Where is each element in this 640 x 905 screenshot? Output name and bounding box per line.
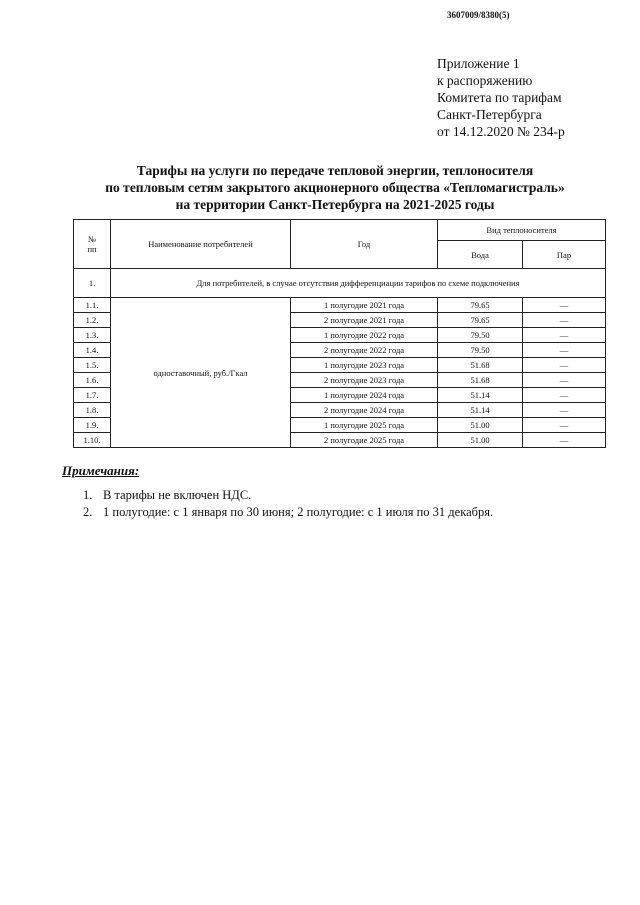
notes-list [83,487,493,521]
group-number: 1. [74,269,111,298]
tariff-table [73,219,606,448]
title-line: на территории Санкт-Петербурга на 2021-2025 годы [175,197,495,212]
row-water-value: 79.65 [438,298,523,313]
row-steam-value: — [523,373,606,388]
document-code: 3607009/8380(5) [447,10,510,20]
row-number: 1.10. [74,433,111,448]
row-water-value: 79.50 [438,328,523,343]
row-number: 1.6. [74,373,111,388]
document-title [90,162,580,213]
header-number-abbr: пп [87,244,97,254]
row-period: 2 полугодие 2023 года [291,373,438,388]
row-steam-value: — [523,418,606,433]
appendix-line: Комитета по тарифам [437,90,562,105]
note-number: 1. [83,488,93,502]
appendix-line: от 14.12.2020 № 234-р [437,124,565,139]
row-number: 1.4. [74,343,111,358]
row-number: 1.2. [74,313,111,328]
header-number [74,220,111,269]
row-number: 1.5. [74,358,111,373]
row-water-value: 79.65 [438,313,523,328]
row-number: 1.3. [74,328,111,343]
row-period: 2 полугодие 2024 года [291,403,438,418]
note-text: 1 полугодие: с 1 января по 30 июня; 2 полугодие: с 1 июля по 31 декабря. [103,505,494,519]
row-steam-value: — [523,403,606,418]
row-water-value: 51.00 [438,418,523,433]
row-number: 1.9. [74,418,111,433]
row-number: 1.8. [74,403,111,418]
row-water-value: 51.00 [438,433,523,448]
table-row [74,298,606,313]
row-period: 2 полугодие 2025 года [291,433,438,448]
header-water: Вода [438,241,523,269]
row-period: 1 полугодие 2024 года [291,388,438,403]
row-steam-value: — [523,313,606,328]
row-steam-value: — [523,388,606,403]
header-carrier-type: Вид теплоносителя [438,220,606,241]
row-water-value: 51.14 [438,388,523,403]
row-water-value: 51.68 [438,373,523,388]
row-period: 1 полугодие 2025 года [291,418,438,433]
row-number: 1.7. [74,388,111,403]
row-water-value: 79.50 [438,343,523,358]
group-label: Для потребителей, в случае отсутствия дифференциации тарифов по схеме подключения [111,269,606,298]
notes-heading: Примечания: [62,463,140,478]
row-steam-value: — [523,298,606,313]
row-period: 1 полугодие 2022 года [291,328,438,343]
row-water-value: 51.14 [438,403,523,418]
group-row [74,269,606,298]
header-consumer-name: Наименование потребителей [111,220,291,269]
row-period: 1 полугодие 2021 года [291,298,438,313]
note-item [83,504,493,521]
title-line: Тарифы на услуги по передаче тепловой энергии, теплоносителя [136,163,534,178]
row-steam-value: — [523,343,606,358]
row-number: 1.1. [74,298,111,313]
consumer-name-cell: одноставочный, руб./Гкал [111,298,291,448]
row-steam-value: — [523,358,606,373]
title-line: по тепловым сетям закрытого акционерного общества «Тепломагистраль» [105,180,565,195]
appendix-line: Приложение 1 [437,56,520,71]
row-steam-value: — [523,328,606,343]
appendix-line: Санкт-Петербурга [437,107,542,122]
row-water-value: 51.68 [438,358,523,373]
row-period: 2 полугодие 2021 года [291,313,438,328]
note-item [83,487,493,504]
note-number: 2. [83,505,93,519]
header-steam: Пар [523,241,606,269]
row-period: 1 полугодие 2023 года [291,358,438,373]
row-period: 2 полугодие 2022 года [291,343,438,358]
header-number-symbol: № [87,234,97,244]
appendix-block [437,55,565,140]
header-year: Год [291,220,438,269]
note-text: В тарифы не включен НДС. [103,488,252,502]
appendix-line: к распоряжению [437,73,533,88]
row-steam-value: — [523,433,606,448]
